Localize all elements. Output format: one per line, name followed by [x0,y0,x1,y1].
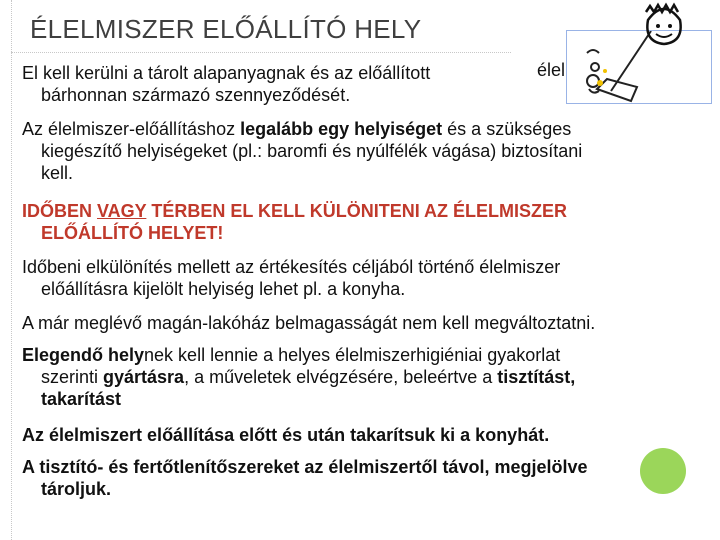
p6-d: gyártásra [103,367,185,387]
p2-line3: kell. [41,163,74,183]
title-dotted-rule [11,52,511,53]
p2-c: és a szükséges [442,119,572,139]
p5-line1: A már meglévő magán-lakóház belmagasságát nem kell megváltoztatni. [22,313,596,333]
p6-line2 [22,366,712,388]
p2-line1 [22,118,712,140]
p1-overlap-text: élel [537,60,566,80]
p8-line2: tároljuk. [41,479,112,499]
p2-b: legalább egy helyiséget [240,119,443,139]
p1-line2: bárhonnan származó szennyeződését. [41,85,351,105]
left-dotted-rule [11,0,12,540]
paragraph-1 [22,62,712,106]
p6-e: , a műveletek elvégzésére, beleértve a [184,367,498,387]
slide-title: ÉLELMISZER ELŐÁLLÍTÓ HELY [30,14,422,44]
p6-f: tisztítást, [497,367,576,387]
paragraph-8 [22,456,712,500]
paragraph-3 [22,200,712,244]
p3-line1 [22,200,712,222]
p1-line1: El kell kerülni a tárolt alapanyagnak és az előállított [22,63,431,83]
p3-a: IDŐBEN [22,201,98,221]
p6-c: szerinti [41,367,104,387]
cartoon-face-icon [640,2,688,48]
p8-line1: A tisztító- és fertőtlenítőszereket az élelmiszertől távol, megjelölve [22,457,588,477]
p3-b: VAGY [97,201,147,221]
p3-line2: ELŐÁLLÍTÓ HELYET! [41,223,224,243]
p2-line2: kiegészítő helyiségeket (pl.: baromfi és nyúlfélék vágása) biztosítani [41,141,583,161]
paragraph-2 [22,118,712,184]
paragraph-5 [22,312,712,334]
paragraph-7 [22,424,712,446]
cartoon-face-drawing [640,2,688,48]
paragraph-4 [22,256,712,300]
p7-line1: Az élelmiszert előállítása előtt és után takarítsuk ki a konyhát. [22,425,550,445]
p6-line1 [22,344,712,366]
p3-c: TÉRBEN EL KELL KÜLÖNITENI AZ ÉLELMISZER [146,201,568,221]
paragraph-6 [22,344,712,410]
p4-line2: előállításra kijelölt helyiség lehet pl. a konyha. [41,279,406,299]
p4-line1: Időbeni elkülönítés mellett az értékesítés céljából történő élelmiszer [22,257,561,277]
p6-line3: takarítást [41,389,122,409]
p6-a: Elegendő hely [22,345,145,365]
p6-b: nek kell lennie a helyes élelmiszerhigiéniai gyakorlat [144,345,561,365]
p2-a: Az élelmiszer-előállításhoz [22,119,241,139]
